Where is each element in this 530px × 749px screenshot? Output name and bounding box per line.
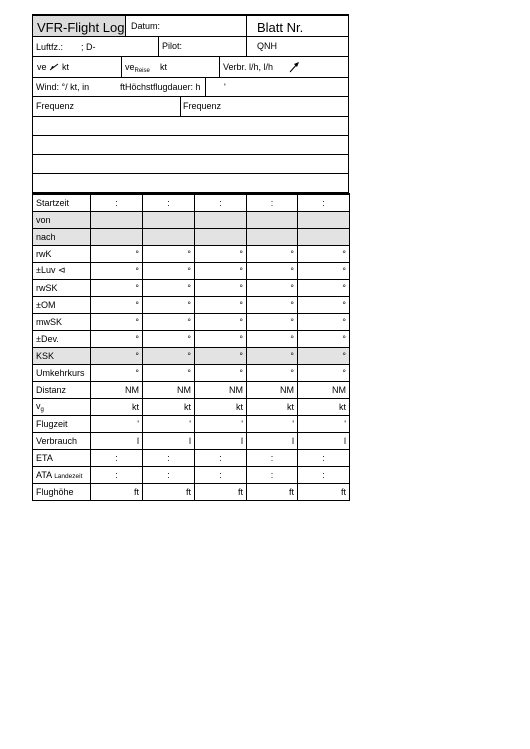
dev-cell[interactable]: ° bbox=[91, 330, 143, 347]
row-rwsk bbox=[33, 279, 350, 296]
ksk-cell[interactable]: ° bbox=[247, 347, 298, 364]
umkehrkurs-cell[interactable]: ° bbox=[247, 364, 298, 381]
row-nach bbox=[33, 228, 350, 245]
vg-cell[interactable]: kt bbox=[298, 398, 350, 415]
row-von bbox=[33, 211, 350, 228]
pilot-label: Pilot: bbox=[162, 41, 183, 51]
verbrauch-cell[interactable]: l bbox=[247, 432, 298, 449]
mwsk-cell[interactable]: ° bbox=[91, 313, 143, 330]
header-aircraft-row bbox=[32, 37, 349, 57]
eta-cell[interactable]: : bbox=[143, 449, 195, 466]
startzeit-cell[interactable]: : bbox=[195, 194, 247, 211]
luv-cell[interactable]: ° bbox=[247, 262, 298, 279]
rwsk-cell[interactable]: ° bbox=[91, 279, 143, 296]
flughoehe-cell[interactable]: ft bbox=[143, 483, 195, 500]
ata-cell[interactable]: : bbox=[298, 466, 350, 483]
title-cell bbox=[33, 16, 125, 36]
nach-cell[interactable] bbox=[247, 228, 298, 245]
om-cell[interactable]: ° bbox=[91, 296, 143, 313]
startzeit-cell[interactable]: : bbox=[298, 194, 350, 211]
mwsk-cell[interactable]: ° bbox=[298, 313, 350, 330]
umkehrkurs-cell[interactable]: ° bbox=[143, 364, 195, 381]
ata-cell[interactable]: : bbox=[247, 466, 298, 483]
luv-cell[interactable]: ° bbox=[143, 262, 195, 279]
vg-label: $v_g$ bbox=[33, 398, 91, 415]
dev-cell[interactable]: ° bbox=[298, 330, 350, 347]
mwsk-cell[interactable]: ° bbox=[247, 313, 298, 330]
om-cell[interactable]: ° bbox=[247, 296, 298, 313]
rwk-cell[interactable]: ° bbox=[298, 245, 350, 262]
umkehrkurs-cell[interactable]: ° bbox=[91, 364, 143, 381]
row-distanz bbox=[33, 381, 350, 398]
dev-label: ±Dev. bbox=[33, 330, 91, 347]
distanz-cell[interactable]: NM bbox=[143, 381, 195, 398]
row-umkehrkurs bbox=[33, 364, 350, 381]
ksk-cell[interactable]: ° bbox=[195, 347, 247, 364]
von-cell[interactable] bbox=[91, 211, 143, 228]
rwsk-label: rwSK bbox=[33, 279, 91, 296]
om-cell[interactable]: ° bbox=[143, 296, 195, 313]
nach-cell[interactable] bbox=[143, 228, 195, 245]
verbrauch-cell[interactable]: l bbox=[143, 432, 195, 449]
nach-cell[interactable] bbox=[195, 228, 247, 245]
om-label: ±OM bbox=[33, 296, 91, 313]
flugzeit-cell[interactable]: ' bbox=[298, 415, 350, 432]
row-vg bbox=[33, 398, 350, 415]
wind-direction-arrow-icon bbox=[288, 61, 300, 73]
header-frequency-row bbox=[32, 97, 349, 117]
hoechstflugdauer-label: ftHöchstflugdauer: h bbox=[120, 82, 201, 92]
nach-label: nach bbox=[33, 228, 91, 245]
verbrauch-cell[interactable]: l bbox=[91, 432, 143, 449]
datum-field[interactable] bbox=[132, 20, 246, 34]
distanz-cell[interactable]: NM bbox=[195, 381, 247, 398]
leg-table bbox=[32, 193, 350, 501]
header-speed-row bbox=[32, 57, 349, 78]
ksk-cell[interactable]: ° bbox=[91, 347, 143, 364]
rwsk-cell[interactable]: ° bbox=[247, 279, 298, 296]
wind-label: Wind: °/ kt, in bbox=[36, 82, 90, 92]
ata-label: ATA Landezeit bbox=[33, 466, 91, 483]
luv-cell[interactable]: ° bbox=[91, 262, 143, 279]
verbrauch-cell[interactable]: l bbox=[195, 432, 247, 449]
ksk-cell[interactable]: ° bbox=[143, 347, 195, 364]
startzeit-cell[interactable]: : bbox=[143, 194, 195, 211]
eta-cell[interactable]: : bbox=[247, 449, 298, 466]
rwk-cell[interactable]: ° bbox=[247, 245, 298, 262]
von-cell[interactable] bbox=[143, 211, 195, 228]
ata-cell[interactable]: : bbox=[91, 466, 143, 483]
row-dev bbox=[33, 330, 350, 347]
distanz-cell[interactable]: NM bbox=[298, 381, 350, 398]
startzeit-cell[interactable]: : bbox=[91, 194, 143, 211]
eta-cell[interactable]: : bbox=[298, 449, 350, 466]
row-ata bbox=[33, 466, 350, 483]
startzeit-label: Startzeit bbox=[33, 194, 91, 211]
mwsk-label: mwSK bbox=[33, 313, 91, 330]
flugzeit-cell[interactable]: ' bbox=[91, 415, 143, 432]
umkehrkurs-label: Umkehrkurs bbox=[33, 364, 91, 381]
row-mwsk bbox=[33, 313, 350, 330]
row-eta bbox=[33, 449, 350, 466]
ata-cell[interactable]: : bbox=[143, 466, 195, 483]
ata-cell[interactable]: : bbox=[195, 466, 247, 483]
verbrauch-rate-label: Verbr. l/h, l/h bbox=[223, 62, 274, 72]
frequenz-right-label: Frequenz bbox=[183, 101, 222, 111]
rwsk-cell[interactable]: ° bbox=[143, 279, 195, 296]
blatt-label: Blatt Nr. bbox=[257, 20, 304, 35]
von-cell[interactable] bbox=[298, 211, 350, 228]
vfr-flight-log-form bbox=[32, 14, 349, 501]
flugzeit-cell[interactable]: ' bbox=[195, 415, 247, 432]
row-verbrauch bbox=[33, 432, 350, 449]
luv-cell[interactable]: ° bbox=[195, 262, 247, 279]
rwk-cell[interactable]: ° bbox=[91, 245, 143, 262]
vg-cell[interactable]: kt bbox=[247, 398, 298, 415]
dev-cell[interactable]: ° bbox=[143, 330, 195, 347]
distanz-label: Distanz bbox=[33, 381, 91, 398]
nach-cell[interactable] bbox=[298, 228, 350, 245]
von-label: von bbox=[33, 211, 91, 228]
note-line[interactable] bbox=[32, 117, 349, 136]
distanz-cell[interactable]: NM bbox=[91, 381, 143, 398]
ksk-cell[interactable]: ° bbox=[298, 347, 350, 364]
dev-cell[interactable]: ° bbox=[247, 330, 298, 347]
flughoehe-cell[interactable]: ft bbox=[247, 483, 298, 500]
flugzeit-cell[interactable]: ' bbox=[143, 415, 195, 432]
flughoehe-label: Flughöhe bbox=[33, 483, 91, 500]
note-line[interactable] bbox=[32, 155, 349, 174]
umkehrkurs-cell[interactable]: ° bbox=[195, 364, 247, 381]
flughoehe-cell[interactable]: ft bbox=[195, 483, 247, 500]
rwk-cell[interactable]: ° bbox=[143, 245, 195, 262]
datum-label: Datum: bbox=[131, 21, 161, 31]
ve-reise-unit: kt bbox=[160, 62, 168, 72]
vg-cell[interactable]: kt bbox=[143, 398, 195, 415]
startzeit-cell[interactable]: : bbox=[247, 194, 298, 211]
dev-cell[interactable]: ° bbox=[195, 330, 247, 347]
ve-arrow-icon bbox=[49, 63, 59, 71]
header-title-row bbox=[32, 14, 349, 37]
nach-cell[interactable] bbox=[91, 228, 143, 245]
note-line[interactable] bbox=[32, 174, 349, 193]
rwsk-cell[interactable]: ° bbox=[195, 279, 247, 296]
eta-cell[interactable]: : bbox=[195, 449, 247, 466]
om-cell[interactable]: ° bbox=[195, 296, 247, 313]
ve-unit: kt bbox=[62, 62, 70, 72]
row-om bbox=[33, 296, 350, 313]
hoechstflugdauer-minutes: ' bbox=[224, 82, 226, 92]
verbrauch-label: Verbrauch bbox=[33, 432, 91, 449]
flugzeit-cell[interactable]: ' bbox=[247, 415, 298, 432]
flugzeit-label: Flugzeit bbox=[33, 415, 91, 432]
row-flugzeit bbox=[33, 415, 350, 432]
ksk-label: KSK bbox=[33, 347, 91, 364]
vg-cell[interactable]: kt bbox=[195, 398, 247, 415]
om-cell[interactable]: ° bbox=[298, 296, 350, 313]
form-title: VFR-Flight Log bbox=[37, 20, 125, 35]
ve-label: ve bbox=[37, 63, 59, 74]
rwsk-cell[interactable]: ° bbox=[298, 279, 350, 296]
note-line[interactable] bbox=[32, 136, 349, 155]
row-rwk bbox=[33, 245, 350, 262]
umkehrkurs-cell[interactable]: ° bbox=[298, 364, 350, 381]
row-luv bbox=[33, 262, 350, 279]
mwsk-cell[interactable]: ° bbox=[143, 313, 195, 330]
qnh-label: QNH bbox=[257, 41, 277, 51]
luftfz-label: Luftfz.: bbox=[36, 42, 64, 52]
vg-cell[interactable]: kt bbox=[91, 398, 143, 415]
row-startzeit bbox=[33, 194, 350, 211]
luv-label: ±Luv ⊲ bbox=[33, 262, 91, 279]
rwk-cell[interactable]: ° bbox=[195, 245, 247, 262]
eta-label: ETA bbox=[33, 449, 91, 466]
rwk-label: rwK bbox=[33, 245, 91, 262]
luftfz-reg-prefix: ; D- bbox=[81, 42, 96, 52]
eta-cell[interactable]: : bbox=[91, 449, 143, 466]
von-cell[interactable] bbox=[195, 211, 247, 228]
distanz-cell[interactable]: NM bbox=[247, 381, 298, 398]
header-wind-row bbox=[32, 78, 349, 97]
luv-cell[interactable]: ° bbox=[298, 262, 350, 279]
frequenz-left-label: Frequenz bbox=[36, 101, 75, 111]
row-flughoehe bbox=[33, 483, 350, 500]
flughoehe-cell[interactable]: ft bbox=[298, 483, 350, 500]
verbrauch-cell[interactable]: l bbox=[298, 432, 350, 449]
flughoehe-cell[interactable]: ft bbox=[91, 483, 143, 500]
mwsk-cell[interactable]: ° bbox=[195, 313, 247, 330]
von-cell[interactable] bbox=[247, 211, 298, 228]
ve-reise-label: $ve_{Reise}$ bbox=[125, 62, 150, 74]
row-ksk bbox=[33, 347, 350, 364]
